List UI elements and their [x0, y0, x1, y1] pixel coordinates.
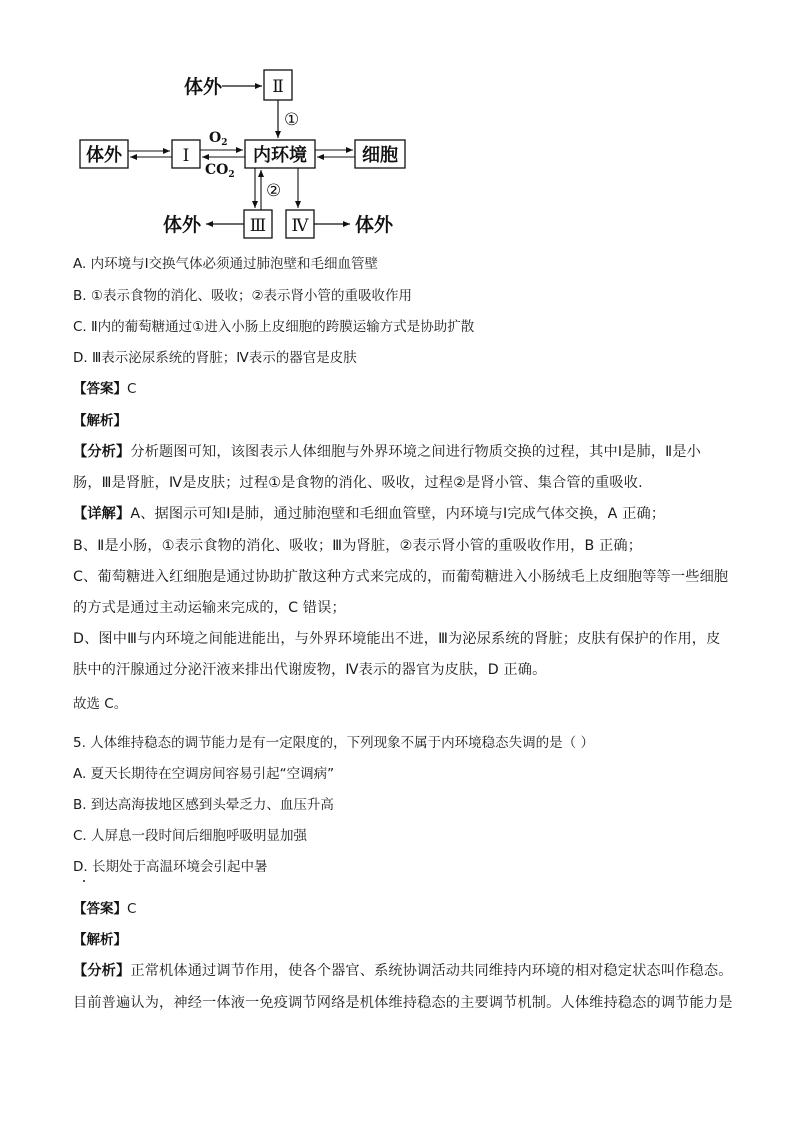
q5-option-b: B. 到达高海拔地区感到头晕乏力、血压升高 — [73, 797, 334, 813]
q5-stem: 5. 人体维持稳态的调节能力是有一定限度的，下列现象不属于内环境稳态失调的是（ ） — [73, 735, 594, 751]
box-I-label: Ⅰ — [182, 146, 190, 166]
q4-xiangjie-text-1: A、据图示可知Ⅰ是肺，通过肺泡壁和毛细血管壁，内环境与Ⅰ完成气体交换，A 正确； — [130, 506, 666, 522]
q4-answer-line — [73, 379, 136, 399]
label-process-2: ② — [266, 181, 282, 201]
label-outside-bottom-left: 体外 — [163, 214, 202, 236]
q4-option-c: C. Ⅱ内的葡萄糖通过①进入小肠上皮细胞的跨膜运输方式是协助扩散 — [73, 319, 475, 335]
q4-fenxi-text-1: 分析题图可知，该图表示人体细胞与外界环境之间进行物质交换的过程，其中Ⅰ是肺，Ⅱ是小 — [130, 444, 701, 460]
q4-xiangjie-line-5: D、图中Ⅲ与内环境之间能进能出，与外界环境能出不进，Ⅲ为泌尿系统的肾脏；皮肤有保护的作用，皮 — [73, 631, 721, 647]
q4-xiangjie-line-4: 的方式是通过主动运输来完成的，C 错误； — [73, 600, 346, 616]
q4-answer-value: C — [127, 381, 137, 397]
box-outside-left-label: 体外 — [86, 145, 122, 166]
q5-option-c: C. 人屏息一段时间后细胞呼吸明显加强 — [73, 828, 308, 844]
q5-fenxi-line-1 — [73, 961, 733, 981]
q4-answer-tag: 【答案】 — [73, 381, 127, 397]
q5-fenxi-tag: 【分析】 — [73, 963, 131, 979]
box-IV-label: Ⅳ — [291, 216, 309, 236]
q4-fenxi-line-2: 肠，Ⅲ是肾脏，Ⅳ是皮肤；过程①是食物的消化、吸收，过程②是肾小管、集合管的重吸收. — [73, 475, 643, 491]
q4-analysis-tag: 【解析】 — [73, 413, 127, 429]
q5-option-a: A. 夏天长期待在空调房间容易引起“空调病” — [73, 766, 335, 782]
q4-option-a: A. 内环境与Ⅰ交换气体必须通过肺泡壁和毛细血管壁 — [73, 256, 379, 272]
label-o2: $O_2$ — [209, 130, 228, 148]
q5-option-d: D. 长期处于高温环境会引起中暑 — [73, 859, 268, 875]
q5-answer-tag: 【答案】 — [73, 901, 127, 917]
q5-fenxi-text-1: 正常机体通过调节作用，使各个器官、系统协调活动共同维持内环境的相对稳定状态叫作稳态。 — [130, 963, 733, 979]
box-II-label: Ⅱ — [272, 77, 284, 97]
homeostasis-diagram — [0, 0, 794, 250]
q4-fenxi-tag: 【分析】 — [73, 444, 131, 460]
q5-analysis-tag: 【解析】 — [73, 932, 127, 948]
q5-analysis-heading — [73, 930, 127, 950]
q4-xiangjie-line-3: C、葡萄糖进入红细胞是通过协助扩散这种方式来完成的，而葡萄糖进入小肠绒毛上皮细胞等等一些细胞 — [73, 569, 729, 585]
q5-fenxi-line-2: 目前普遍认为，神经一体液一免疫调节网络是机体维持稳态的主要调节机制。人体维持稳态的调节能力是 — [73, 995, 733, 1011]
q5-answer-line — [73, 899, 136, 919]
q4-xiangjie-line-2: B、Ⅱ是小肠，①表示食物的消化、吸收；Ⅲ为肾脏，②表示肾小管的重吸收作用，B 正确； — [73, 538, 643, 554]
q4-xiangjie-line-6: 肤中的汗腺通过分泌汗液来排出代谢废物，Ⅳ表示的器官为皮肤，D 正确。 — [73, 662, 547, 678]
box-internal-environment-label: 内环境 — [253, 145, 307, 166]
box-cell-label: 细胞 — [362, 145, 398, 166]
q4-conclusion: 故选 C。 — [73, 696, 128, 712]
label-outside-top: 体外 — [184, 76, 223, 98]
q4-option-b: B. ①表示食物的消化、吸收；②表示肾小管的重吸收作用 — [73, 288, 413, 304]
stray-dot — [83, 880, 85, 882]
q4-option-d: D. Ⅲ表示泌尿系统的肾脏；Ⅳ表示的器官是皮肤 — [73, 350, 357, 366]
label-co2: $CO_2$ — [205, 162, 235, 180]
q4-fenxi-line-1 — [73, 442, 701, 462]
q5-answer-value: C — [127, 901, 137, 917]
label-outside-bottom-right: 体外 — [355, 214, 394, 236]
q4-analysis-heading — [73, 411, 127, 431]
box-III-label: Ⅲ — [249, 216, 267, 236]
q4-xiangjie-tag: 【详解】 — [73, 506, 131, 522]
q4-xiangjie-line-1 — [73, 504, 665, 524]
label-process-1: ① — [284, 110, 300, 130]
